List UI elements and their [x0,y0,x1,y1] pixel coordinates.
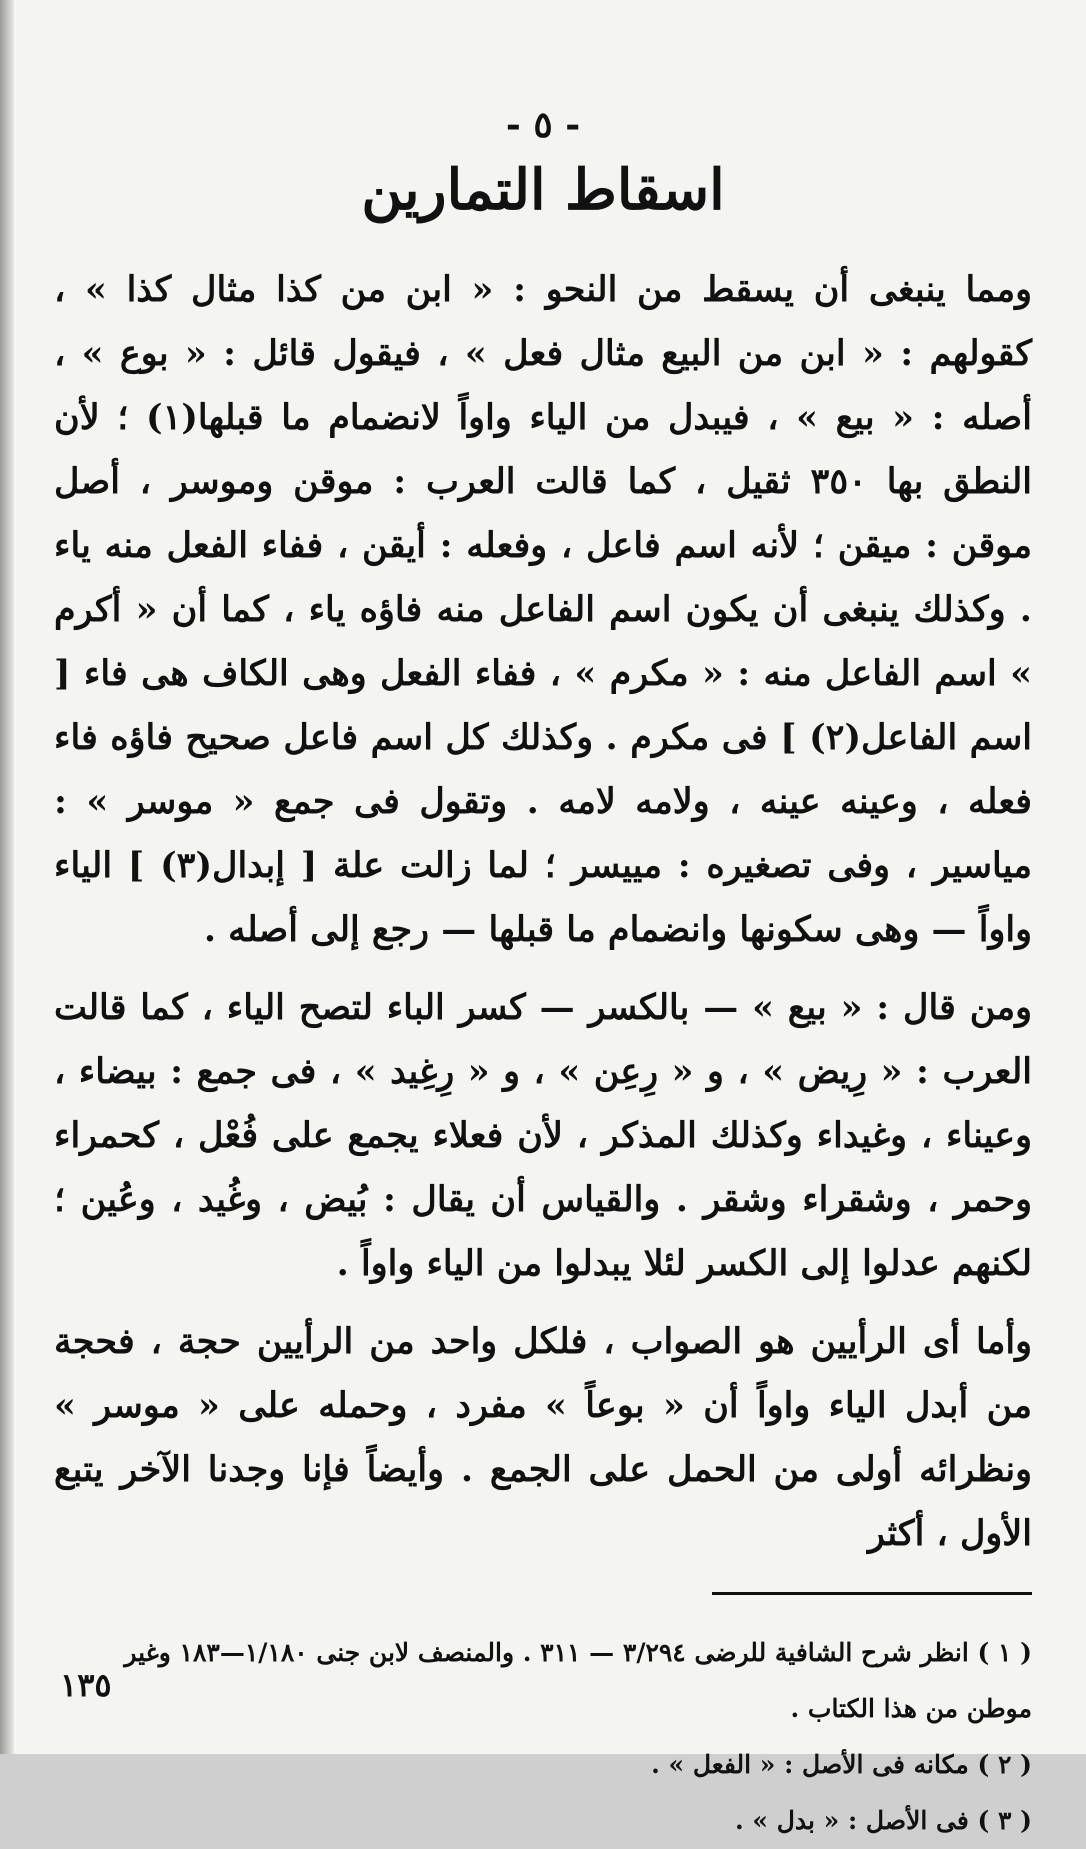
footnote-divider [712,1592,1032,1595]
paragraph-2: ومن قال : « بيع » — بالكسر — كسر الباء لتصح الياء ، كما قالت العرب : « رِيض » ، و « رِعِن » ، و « رِغِيد » ، فى جمع : بيضاء ، وعيناء ، وغيداء وكذلك المذكر ، لأن فعلاء يجمع على فُعْل ، كحمراء وحمر ، وشقراء وشقر . والقياس أن يقال : بُيض ، وغُيد ، وعُين ؛ لكنهم عدلوا إلى الكسر لئلا يبدلوا من الياء واواً . [54,987,1032,1284]
paragraph-1: ومما ينبغى أن يسقط من النحو : « ابن من كذا مثال كذا » ، كقولهم : « ابن من البيع مثال فعل » ، فيقول قائل : « بوع » ، أصله : « بيع » ، فيبدل من الياء واواً لانضمام ما قبلها(١) ؛ لأن النطق بها ٣٥٠ ثقيل ، كما قالت العرب : موقن وموسر ، أصل موقن : ميقن ؛ لأنه اسم فاعل ، وفعله : أيقن ، ففاء الفعل منه ياء . وكذلك ينبغى أن يكون اسم الفاعل منه فاؤه ياء ، كما أن « أكرم » اسم الفاعل منه : « مكرم » ، ففاء الفعل وهى الكاف هى فاء [ اسم الفاعل(٢) ] فى مكرم . وكذلك كل اسم فاعل صحيح فاؤه فاء فعله ، وعينه عينه ، ولامه لامه . وتقول فى جمع « موسر » : مياسير ، وفى تصغيره : مييسر ؛ لما زالت علة [ إبدال(٣) ] الياء واواً — وهى سكونها وانضمام ما قبلها — رجع إلى أصله . [54,269,1032,950]
footnote-1: ( ١ ) انظر شرح الشافية للرضى ٣/٢٩٤ — ٣١١ . والمنصف لابن جنى ١/١٨٠—١٨٣ وغير موطن من هذا الكتاب . [124,1638,1032,1723]
page-number: ١٣٥ [60,1666,112,1704]
section-number: - ٥ - [505,104,581,146]
footnote-3: ( ٣ ) فى الأصل : « بدل » . [734,1806,1032,1835]
paragraph-3: وأما أى الرأيين هو الصواب ، فلكل واحد من الرأيين حجة ، فحجة من أبدل الياء واواً أن « بوعاً » مفرد ، وحمله على « موسر » ونظرائه أولى من الحمل على الجمع . وأيضاً فإنا وجدنا الآخر يتبع الأول ، أكثر [54,1321,1032,1554]
footnote-2: ( ٢ ) مكانه فى الأصل : « الفعل » . [651,1750,1032,1779]
section-title: اسقاط التمارين [361,157,725,223]
